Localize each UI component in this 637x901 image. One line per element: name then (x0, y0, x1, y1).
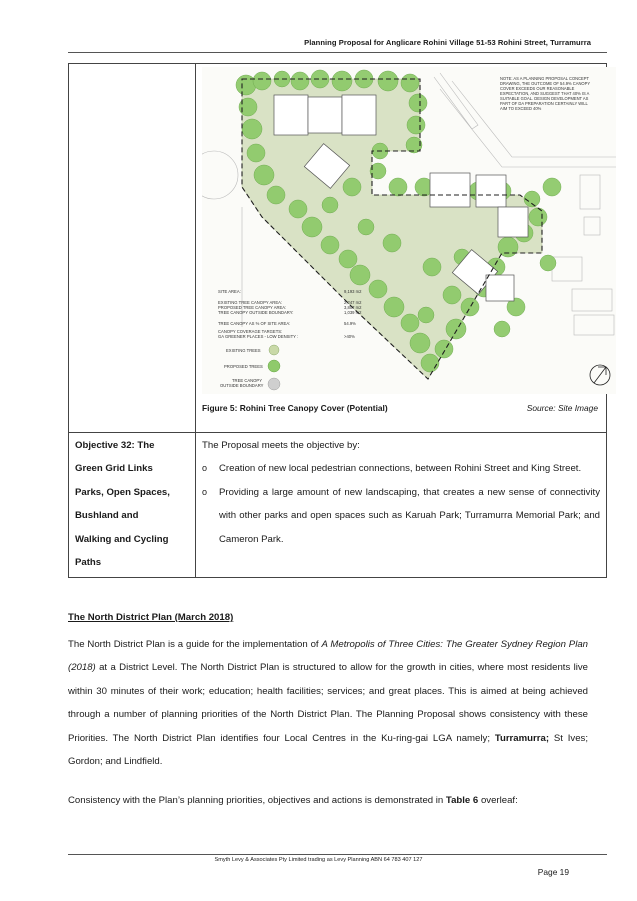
figure-caption-text: Figure 5: Rohini Tree Canopy Cover (Potential) (202, 403, 388, 413)
note-line: DRAWING, THE OUTCOME OF 54.9% CANOPY (500, 81, 591, 86)
figure-source: Source: Site Image (526, 403, 598, 413)
stat-value: 1,039 m2 (344, 310, 362, 315)
header-rule (68, 52, 607, 53)
objective-title-line: Parks, Open Spaces, (75, 486, 170, 498)
bullet-mark: o (202, 463, 208, 474)
bullet-mark: o (202, 486, 208, 497)
para-text: Consistency with the Plan’s planning priorities, objectives and actions is demonstrated in (68, 795, 446, 806)
para-bold: Turramurra; (494, 732, 550, 744)
stat-value: 54.9% (344, 321, 356, 326)
stat-label: PROPOSED TREE CANOPY AREA: (218, 305, 287, 310)
objective-title-line: Objective 32: The (75, 440, 155, 451)
objective-title-line: Paths (75, 557, 102, 569)
site-plan-figure (202, 67, 616, 394)
stat-value: 9,193 m2 (344, 289, 362, 294)
outside-canopy-swatch (268, 378, 280, 390)
para-text: at a District Level. The North District Plan is structured to allow for the growth in cities, where most residents live within 30 minutes of their work; education; health facilities; services; and great places. This is aimed at being achieved through a number of planning priorities of the North District Plan. The Planning Proposal shows consistency with these Priorities. The North District Plan identifies four Local Centres in the Ku-ring-gai LGA namely; (68, 662, 588, 744)
stat-label: TREE CANOPY OUTSIDE BOUNDARY: (218, 310, 294, 315)
canopy-legend (220, 345, 280, 390)
note-line: PART OF DA PREPARATION CERTAINLY WILL (500, 101, 588, 106)
bullet-text: Providing a large amount of new landscaping, that creates a new sense of connectivity with other parks and open spaces such as Karuah Park; Turramurra Memorial Park; and Cameron Park. (219, 486, 600, 545)
paragraph-north-district-plan (68, 633, 588, 773)
stat-label: EXISTING TREE CANOPY AREA: (218, 300, 283, 305)
list-item (202, 457, 600, 480)
note-line: NOTE: AS A PLANNING PROPOSAL CONCEPT (500, 76, 590, 81)
para-text: St Ives; Gordon; and Lindfield. (68, 732, 588, 768)
page-number: Page 19 (537, 867, 569, 877)
figure-left-cell (69, 64, 196, 433)
para-italic: A Metropolis of Three Cities: The Greater Sydney Region Plan (2018) (68, 639, 588, 674)
footer-company: Smyth Levy & Associates Pty Limited trading as Levy Planning ABN 64 783 407 127 (214, 857, 423, 863)
bullet-text: Creation of new local pedestrian connections, between Rohini Street and King Street. (219, 463, 582, 475)
section-title: The North District Plan (March 2018) (68, 612, 234, 623)
figure-row (69, 64, 607, 433)
proposed-trees-swatch (268, 360, 280, 372)
note-line: COVER EXCEEDS OUR REASONABLE (500, 86, 575, 91)
legend-outside: OUTSIDE BOUNDARY (220, 383, 264, 388)
footer-rule (68, 854, 607, 855)
note-line: SUITABLE GOAL. DESIGN DEVELOPMENT AS (500, 96, 589, 101)
objective-intro: The Proposal meets the objective by: (202, 440, 360, 451)
site-plan-drawing (202, 67, 616, 394)
objective-row (69, 433, 607, 578)
figure-caption (202, 403, 598, 413)
objective-title (69, 433, 196, 578)
para-text: The North District Plan is a guide for the implementation of (68, 639, 322, 650)
stat-label: CANOPY COVERAGE TARGETS: (218, 329, 283, 334)
objective-title-line: Bushland and (75, 510, 139, 522)
stat-value: 3,807 m2 (344, 305, 362, 310)
stat-label: TREE CANOPY AS % OF SITE AREA: (218, 321, 291, 326)
paragraph-consistency (68, 789, 588, 812)
list-item (202, 481, 600, 551)
design-note (500, 76, 590, 111)
legend-proposed: PROPOSED TREES (224, 364, 263, 369)
objective-table (68, 63, 607, 578)
para-bold: Table 6 (445, 795, 479, 806)
stat-label: SITE AREA: (218, 289, 241, 294)
stat-label: GA GREENER PLACES - LOW DENSITY : (218, 334, 299, 339)
legend-outside: TREE CANOPY (232, 378, 263, 383)
existing-trees-swatch (269, 345, 279, 355)
stat-value: >40% (344, 334, 355, 339)
objective-title-line: Green Grid Links (75, 463, 153, 475)
para-text: overleaf: (478, 795, 518, 806)
objective-title-line: Walking and Cycling (75, 533, 169, 545)
objective-response (196, 433, 607, 578)
note-line: EXPECTATION, AND SUGGEST THAT 40% IS A (500, 91, 590, 96)
page-header-title: Planning Proposal for Anglicare Rohini Village 51-53 Rohini Street, Turramurra (304, 38, 591, 47)
stat-value: 2,247 m2 (344, 300, 362, 305)
note-line: AIM TO EXCEED 40% (500, 106, 542, 111)
figure-cell (196, 64, 607, 433)
legend-existing: EXISTING TREES (226, 348, 261, 353)
